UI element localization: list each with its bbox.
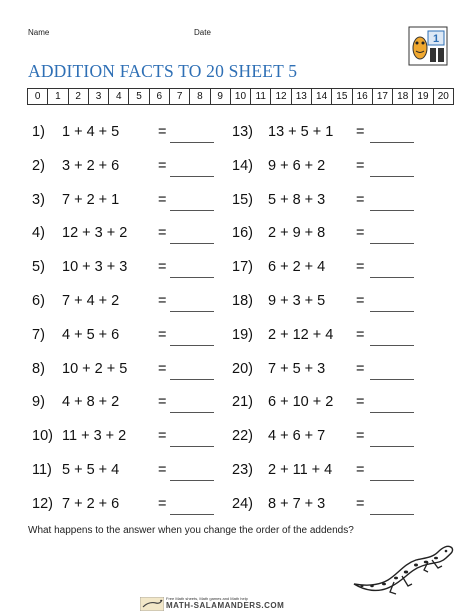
number-line-cell: 9 — [211, 89, 231, 104]
problem-row — [232, 426, 432, 450]
equals-sign: = — [158, 428, 167, 445]
problem-number: 13) — [232, 124, 253, 140]
problem-row — [232, 190, 432, 214]
problem-number: 8) — [32, 360, 45, 377]
problem-expression: 2 + 11 + 4 — [268, 462, 333, 478]
equals-sign: = — [356, 191, 365, 208]
problem-row — [32, 291, 232, 315]
number-line-cell: 18 — [393, 89, 413, 104]
answer-blank[interactable] — [370, 243, 414, 244]
answer-blank[interactable] — [170, 345, 214, 346]
answer-blank[interactable] — [170, 210, 214, 211]
number-line-cell: 8 — [190, 89, 210, 104]
answer-blank[interactable] — [170, 311, 214, 312]
equals-sign: = — [158, 394, 167, 411]
problem-row — [232, 257, 432, 281]
equals-sign: = — [356, 293, 365, 309]
problem-row — [32, 494, 232, 518]
problem-row — [32, 190, 232, 214]
answer-blank[interactable] — [170, 277, 214, 278]
problem-row — [232, 494, 432, 518]
problem-number: 22) — [232, 428, 253, 445]
equals-sign: = — [158, 259, 167, 276]
problem-number: 15) — [232, 191, 253, 208]
problem-expression: 11 + 3 + 2 — [62, 428, 127, 445]
problem-number: 9) — [32, 394, 45, 411]
number-line-cell: 7 — [170, 89, 190, 104]
footer-website: MATH-SALAMANDERS.COM — [166, 601, 285, 610]
equals-sign: = — [158, 124, 167, 140]
problem-row — [232, 223, 432, 247]
number-line — [27, 88, 454, 105]
salamander-icon — [348, 540, 458, 598]
equals-sign: = — [356, 259, 365, 276]
problem-row — [232, 122, 432, 146]
problem-expression: 4 + 5 + 6 — [62, 326, 120, 343]
answer-blank[interactable] — [370, 277, 414, 278]
problem-number: 2) — [32, 157, 45, 174]
answer-blank[interactable] — [170, 176, 214, 177]
problem-expression: 7 + 4 + 2 — [62, 293, 120, 309]
answer-blank[interactable] — [370, 446, 414, 447]
equals-sign: = — [158, 462, 167, 478]
equals-sign: = — [158, 191, 167, 208]
problem-number: 18) — [232, 293, 253, 309]
problem-expression: 7 + 5 + 3 — [268, 360, 326, 377]
salamander-icon — [140, 597, 164, 611]
grade-1-monster-icon — [408, 26, 448, 66]
answer-blank[interactable] — [170, 142, 214, 143]
problem-row — [32, 359, 232, 383]
equals-sign: = — [356, 495, 365, 512]
problem-expression: 12 + 3 + 2 — [62, 225, 128, 242]
reflection-question: What happens to the answer when you change the order of the addends? — [28, 525, 354, 536]
number-line-cell: 6 — [150, 89, 170, 104]
problem-number: 21) — [232, 394, 253, 411]
problem-number: 6) — [32, 293, 45, 309]
equals-sign: = — [158, 326, 167, 343]
problem-row — [32, 426, 232, 450]
equals-sign: = — [356, 360, 365, 377]
answer-blank[interactable] — [370, 514, 414, 515]
problem-expression: 6 + 10 + 2 — [268, 394, 334, 411]
problem-expression: 7 + 2 + 1 — [62, 191, 120, 208]
number-line-cell: 12 — [271, 89, 291, 104]
problem-number: 19) — [232, 326, 253, 343]
answer-blank[interactable] — [170, 243, 214, 244]
equals-sign: = — [356, 394, 365, 411]
answer-blank[interactable] — [370, 345, 414, 346]
problem-expression: 9 + 3 + 5 — [268, 293, 326, 309]
problem-row — [232, 392, 432, 416]
number-line-cell: 10 — [231, 89, 251, 104]
number-line-cell: 14 — [312, 89, 332, 104]
problem-number: 4) — [32, 225, 45, 242]
answer-blank[interactable] — [170, 480, 214, 481]
problem-expression: 7 + 2 + 6 — [62, 495, 120, 512]
problem-number: 5) — [32, 259, 45, 276]
footer-brand — [140, 597, 300, 611]
problem-expression: 2 + 12 + 4 — [268, 326, 334, 343]
problem-number: 3) — [32, 191, 45, 208]
problem-number: 24) — [232, 495, 253, 512]
problem-number: 11) — [32, 462, 52, 478]
number-line-cell: 1 — [48, 89, 68, 104]
answer-blank[interactable] — [370, 311, 414, 312]
problem-row — [232, 460, 432, 484]
problem-expression: 10 + 3 + 3 — [62, 259, 128, 276]
equals-sign: = — [356, 225, 365, 242]
worksheet-title: ADDITION FACTS TO 20 SHEET 5 — [28, 61, 298, 81]
problem-number: 12) — [32, 495, 53, 512]
problem-expression: 5 + 8 + 3 — [268, 191, 326, 208]
footer-tagline: Free Math sheets, Math games and Math help — [166, 596, 248, 601]
number-line-cell: 11 — [251, 89, 271, 104]
equals-sign: = — [356, 326, 365, 343]
problem-row — [32, 460, 232, 484]
problem-row — [32, 223, 232, 247]
problem-expression: 9 + 6 + 2 — [268, 157, 326, 174]
answer-blank[interactable] — [170, 446, 214, 447]
problem-row — [232, 156, 432, 180]
problem-expression: 13 + 5 + 1 — [268, 124, 334, 140]
answer-blank[interactable] — [370, 142, 414, 143]
number-line-cell: 19 — [413, 89, 433, 104]
problem-row — [232, 291, 432, 315]
problem-expression: 1 + 4 + 5 — [62, 124, 120, 140]
problem-number: 17) — [232, 259, 253, 276]
problem-row — [232, 325, 432, 349]
problem-expression: 4 + 6 + 7 — [268, 428, 326, 445]
equals-sign: = — [158, 360, 167, 377]
problem-expression: 4 + 8 + 2 — [62, 394, 120, 411]
problem-expression: 2 + 9 + 8 — [268, 225, 326, 242]
problem-expression: 3 + 2 + 6 — [62, 157, 120, 174]
problem-expression: 6 + 2 + 4 — [268, 259, 326, 276]
problem-number: 14) — [232, 157, 253, 174]
equals-sign: = — [158, 225, 167, 242]
problem-expression: 5 + 5 + 4 — [62, 462, 120, 478]
number-line-cell: 20 — [437, 91, 449, 102]
equals-sign: = — [356, 124, 365, 140]
equals-sign: = — [356, 428, 365, 445]
answer-blank[interactable] — [370, 480, 414, 481]
number-line-cell: 4 — [109, 89, 129, 104]
problem-number: 10) — [32, 428, 53, 445]
problem-number: 23) — [232, 462, 253, 478]
answer-blank[interactable] — [370, 379, 414, 380]
logo-grade: 1 — [432, 33, 440, 45]
number-line-cell: 16 — [353, 89, 373, 104]
problem-row — [32, 392, 232, 416]
problem-row — [32, 122, 232, 146]
answer-blank[interactable] — [370, 176, 414, 177]
number-line-cell: 13 — [292, 89, 312, 104]
answer-blank[interactable] — [170, 412, 214, 413]
date-label: Date — [194, 28, 211, 37]
number-line-cell: 0 — [28, 89, 48, 104]
equals-sign: = — [158, 495, 167, 512]
answer-blank[interactable] — [170, 514, 214, 515]
name-label: Name — [28, 28, 50, 37]
number-line-cell: 15 — [332, 89, 352, 104]
problem-expression: 10 + 2 + 5 — [62, 360, 128, 377]
number-line-cell: 2 — [69, 89, 89, 104]
problem-number: 20) — [232, 360, 253, 377]
problem-row — [32, 257, 232, 281]
equals-sign: = — [158, 157, 167, 174]
number-line-cell: 17 — [373, 89, 393, 104]
equals-sign: = — [356, 462, 365, 478]
problem-number: 16) — [232, 225, 253, 242]
problem-row — [32, 325, 232, 349]
answer-blank[interactable] — [370, 412, 414, 413]
number-line-cell: 3 — [89, 89, 109, 104]
equals-sign: = — [356, 157, 365, 174]
problem-expression: 8 + 7 + 3 — [268, 495, 326, 512]
problem-row — [32, 156, 232, 180]
answer-blank[interactable] — [170, 379, 214, 380]
problem-number: 1) — [32, 124, 45, 140]
equals-sign: = — [158, 293, 167, 309]
number-line-cell: 5 — [129, 89, 149, 104]
problem-row — [232, 359, 432, 383]
problem-number: 7) — [32, 326, 45, 343]
answer-blank[interactable] — [370, 210, 414, 211]
